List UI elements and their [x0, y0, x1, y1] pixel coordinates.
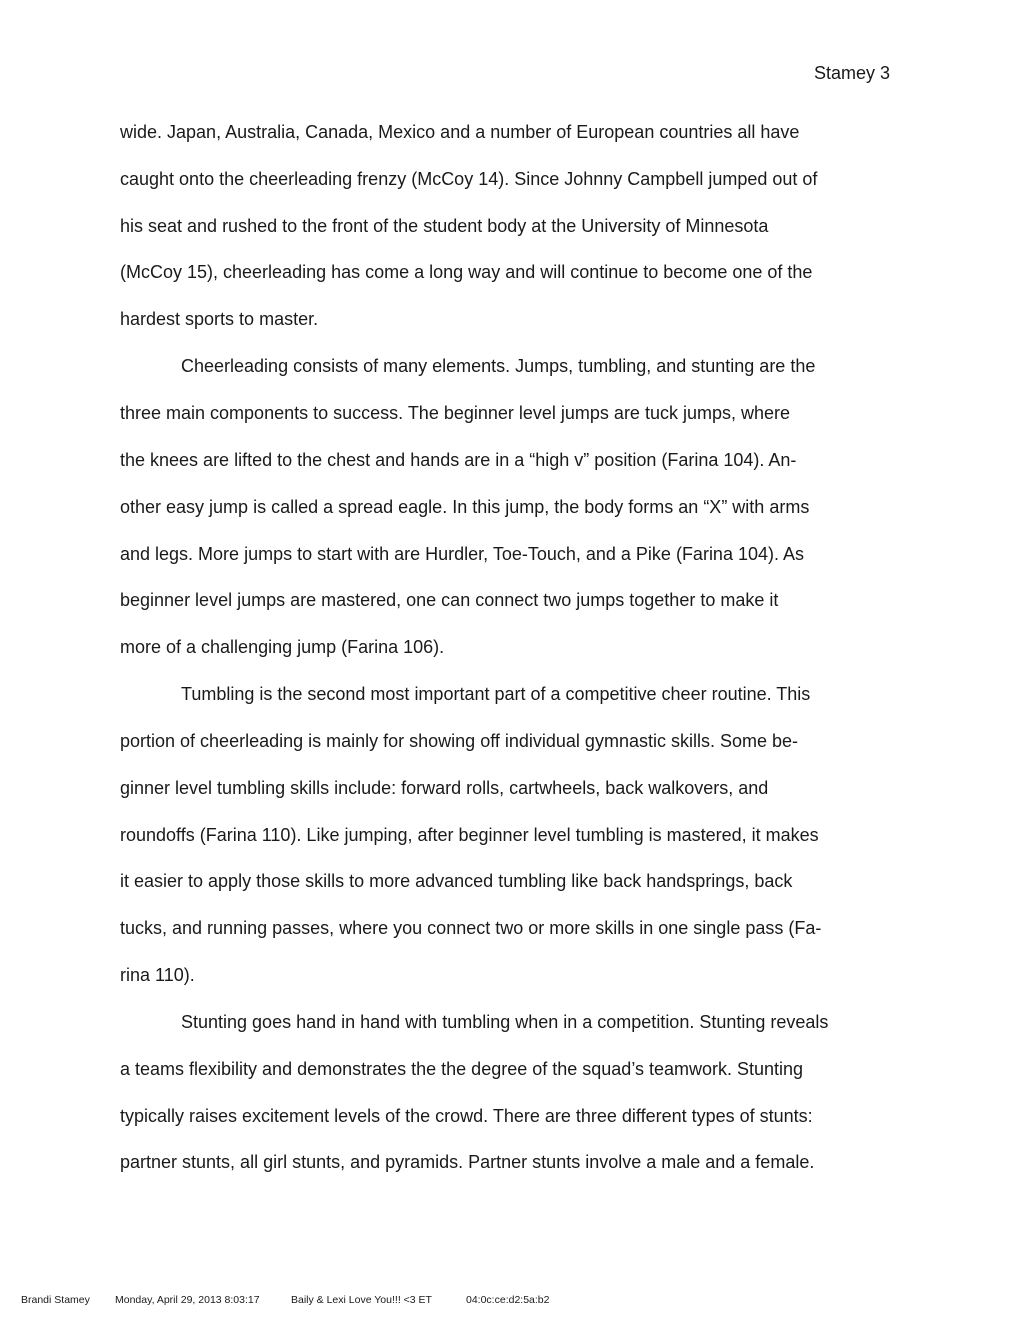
footer-note: Baily & Lexi Love You!!! <3 ET	[291, 1294, 432, 1306]
text-line: tucks, and running passes, where you connect two or more skills in one single pass (Fa-	[120, 918, 822, 938]
text-line: partner stunts, all girl stunts, and pyramids. Partner stunts involve a male and a female.	[120, 1152, 815, 1172]
paragraph-first-line: Cheerleading consists of many elements. Jumps, tumbling, and stunting are the	[181, 356, 816, 376]
text-line: rina 110).	[120, 965, 195, 985]
footer-author: Brandi Stamey	[21, 1294, 90, 1306]
text-line: (McCoy 15), cheerleading has come a long way and will continue to become one of the	[120, 262, 813, 282]
text-line: and legs. More jumps to start with are Hurdler, Toe-Touch, and a Pike (Farina 104). As	[120, 544, 804, 564]
text-line: three main components to success. The beginner level jumps are tuck jumps, where	[120, 403, 790, 423]
footer-datetime: Monday, April 29, 2013 8:03:17	[115, 1294, 260, 1306]
text-line: beginner level jumps are mastered, one can connect two jumps together to make it	[120, 590, 779, 610]
footer-device-id: 04:0c:ce:d2:5a:b2	[466, 1294, 550, 1306]
text-line: a teams flexibility and demonstrates the the degree of the squad’s teamwork. Stunting	[120, 1059, 804, 1079]
text-line: portion of cheerleading is mainly for showing off individual gymnastic skills. Some be-	[120, 731, 798, 751]
text-line: ginner level tumbling skills include: forward rolls, cartwheels, back walkovers, and	[120, 778, 769, 798]
text-line: other easy jump is called a spread eagle. In this jump, the body forms an “X” with arms	[120, 497, 810, 517]
text-line: typically raises excitement levels of the crowd. There are three different types of stunts:	[120, 1106, 813, 1126]
text-line: roundoffs (Farina 110). Like jumping, after beginner level tumbling is mastered, it makes	[120, 825, 819, 845]
text-line: it easier to apply those skills to more advanced tumbling like back handsprings, back	[120, 871, 793, 891]
text-line: more of a challenging jump (Farina 106).	[120, 637, 445, 657]
paragraph-first-line: Stunting goes hand in hand with tumbling when in a competition. Stunting reveals	[181, 1012, 829, 1032]
text-line: his seat and rushed to the front of the student body at the University of Minnesota	[120, 216, 769, 236]
paragraph-first-line: Tumbling is the second most important part of a competitive cheer routine. This	[181, 684, 811, 704]
page-header: Stamey 3	[813, 63, 890, 83]
text-line: wide. Japan, Australia, Canada, Mexico and a number of European countries all have	[120, 122, 800, 142]
text-line: caught onto the cheerleading frenzy (McCoy 14). Since Johnny Campbell jumped out of	[120, 169, 818, 189]
text-line: the knees are lifted to the chest and hands are in a “high v” position (Farina 104). An-	[120, 450, 797, 470]
text-line: hardest sports to master.	[120, 309, 319, 329]
